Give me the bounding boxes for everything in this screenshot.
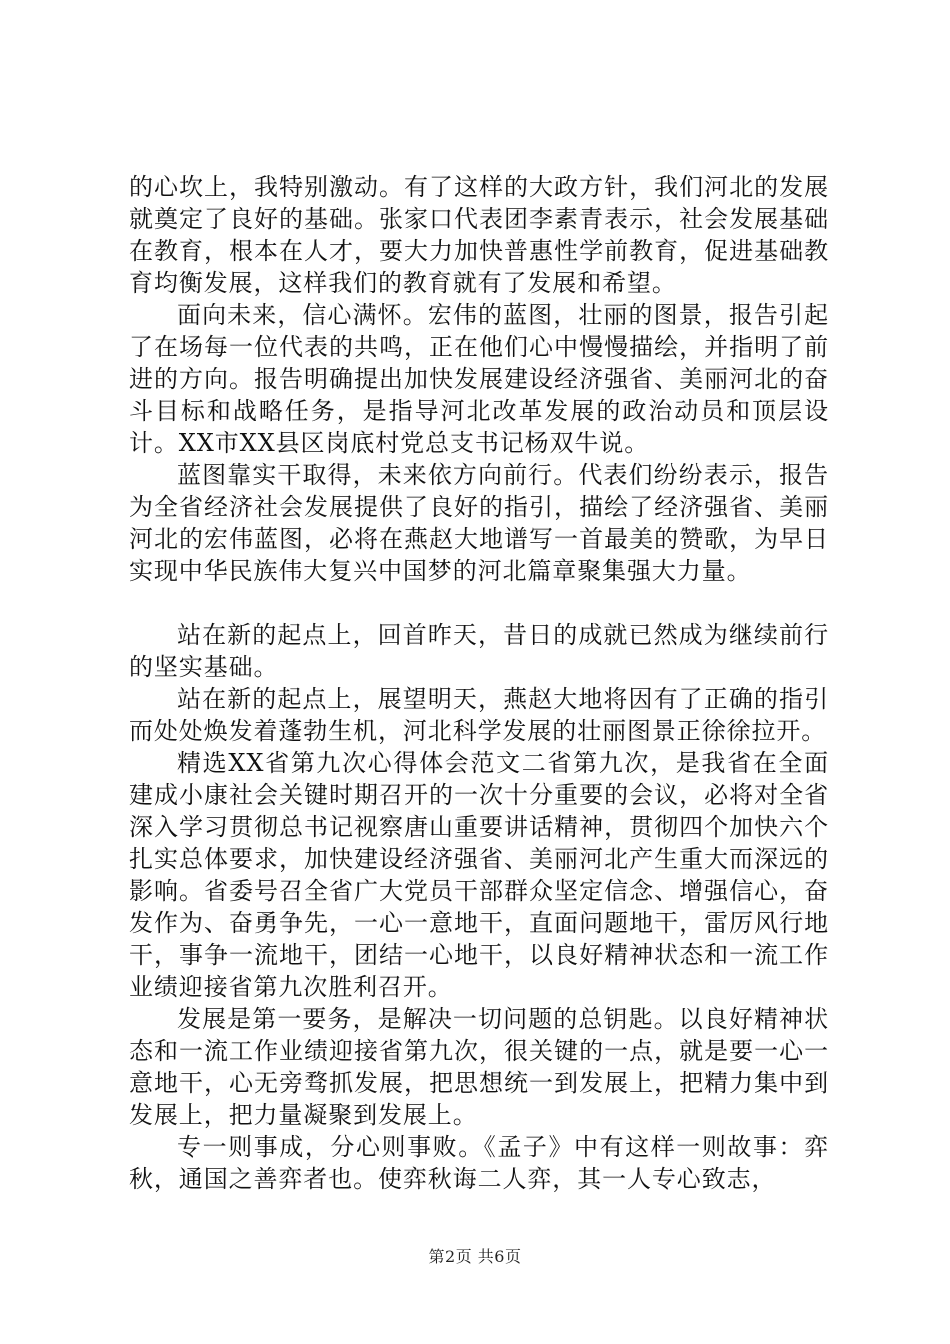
paragraph: 站在新的起点上，展望明天，燕赵大地将因有了正确的指引而处处焕发着蓬勃生机，河北科学发展的壮丽图景正徐徐拉开。 (129, 685, 829, 745)
paragraph-continued: 的心坎上，我特别激动。有了这样的大政方针，我们河北的发展就奠定了良好的基础。张家口代表团李素青表示，社会发展基础在教育，根本在人才，要大力加快普惠性学前教育，促进基础教育均衡发展，这样我们的教育就有了发展和希望。 (129, 173, 829, 297)
document-body (129, 171, 829, 1195)
paragraph-spacer (129, 587, 829, 619)
paragraph: 站在新的起点上，回首昨天，昔日的成就已然成为继续前行的坚实基础。 (129, 621, 829, 681)
paragraph: 蓝图靠实干取得，未来依方向前行。代表们纷纷表示，报告为全省经济社会发展提供了良好的指引，描绘了经济强省、美丽河北的宏伟蓝图，必将在燕赵大地谱写一首最美的赞歌，为早日实现中华民族伟大复兴中国梦的河北篇章聚集强大力量。 (129, 461, 829, 585)
paragraph: 面向未来，信心满怀。宏伟的蓝图，壮丽的图景，报告引起了在场每一位代表的共鸣，正在他们心中慢慢描绘，并指明了前进的方向。报告明确提出加快发展建设经济强省、美丽河北的奋斗目标和战略任务，是指导河北改革发展的政治动员和顶层设计。XX市XX县区岗底村党总支书记杨双牛说。 (129, 301, 829, 457)
paragraph: 专一则事成，分心则事败。《孟子》中有这样一则故事：弈秋，通国之善弈者也。使弈秋诲二人弈，其一人专心致志， (129, 1133, 829, 1193)
page-number-footer: 第2页 共6页 (428, 1247, 522, 1266)
paragraph: 发展是第一要务，是解决一切问题的总钥匙。以良好精神状态和一流工作业绩迎接省第九次，很关键的一点，就是要一心一意地干，心无旁骛抓发展，把思想统一到发展上，把精力集中到发展上，把力量凝聚到发展上。 (129, 1005, 829, 1129)
paragraph: 精选XX省第九次心得体会范文二省第九次，是我省在全面建成小康社会关键时期召开的一次十分重要的会议，必将对全省深入学习贯彻总书记视察唐山重要讲话精神，贯彻四个加快六个扎实总体要求，加快建设经济强省、美丽河北产生重大而深远的影响。省委号召全省广大党员干部群众坚定信念、增强信心，奋发作为、奋勇争先，一心一意地干，直面问题地干，雷厉风行地干，事争一流地干，团结一心地干，以良好精神状态和一流工作业绩迎接省第九次胜利召开。 (129, 749, 829, 1001)
